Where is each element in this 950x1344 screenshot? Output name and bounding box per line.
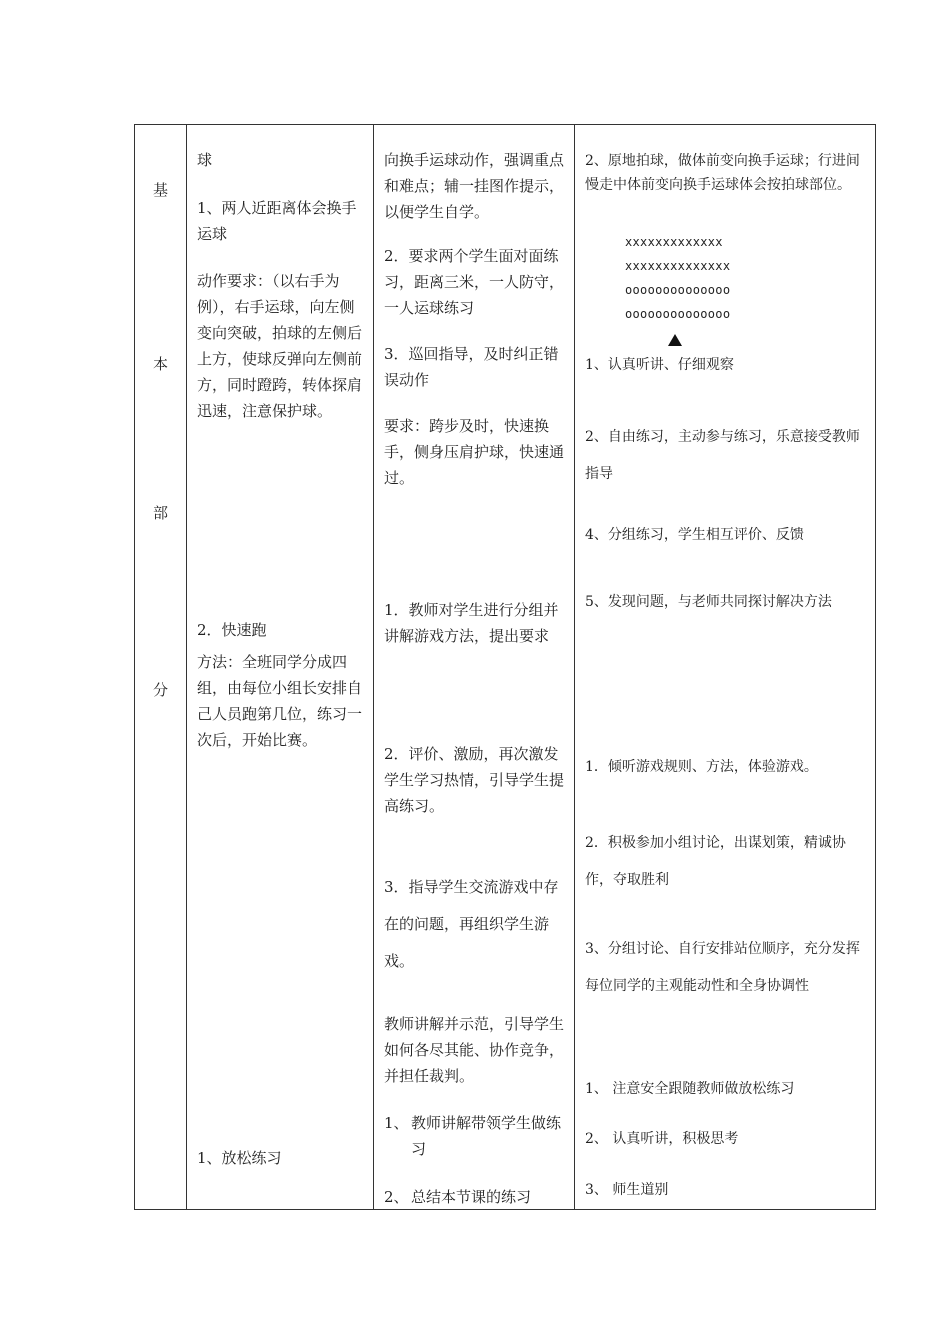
student-paragraph: 1．倾听游戏规则、方法，体验游戏。 xyxy=(585,759,818,775)
teacher-paragraph: 2．评价、激励，再次激发学生学习热情，引导学生提高练习。 xyxy=(384,745,565,815)
section-label-char: 本 xyxy=(153,355,169,373)
teacher-paragraph: 3．指导学生交流游戏中存在的问题，再组织学生游戏。 xyxy=(384,878,559,970)
teacher-paragraph: 向换手运球动作，强调重点和难点；辅一挂图作提示，以便学生自学。 xyxy=(384,151,565,221)
student-paragraph: 2．积极参加小组讨论，出谋划策，精诚协作，夺取胜利 xyxy=(585,835,846,888)
student-paragraph: 4、分组练习，学生相互评价、反馈 xyxy=(585,527,804,543)
column-divider xyxy=(186,125,187,1209)
student-paragraph: 2、原地拍球，做体前变向换手运球；行进间慢走中体前变向换手运球体会按拍球部位。 xyxy=(585,153,860,193)
student-paragraph: 1、 注意安全跟随教师做放松练习 xyxy=(585,1081,795,1097)
student-paragraph: 3、分组讨论、自行安排站位顺序，充分发挥每位同学的主观能动性和全身协调性 xyxy=(585,941,860,994)
teacher-paragraph: 教师讲解带领学生做练习 xyxy=(411,1114,562,1158)
column-divider xyxy=(373,125,374,1209)
formation-row: oooooooooooooo xyxy=(625,307,731,321)
teacher-paragraph: 要求：跨步及时，快速换手，侧身压肩护球，快速通过。 xyxy=(384,417,565,487)
section-label-char: 部 xyxy=(153,504,169,522)
lesson-plan-table xyxy=(134,124,876,1210)
student-paragraph: 1、认真听讲、仔细观察 xyxy=(585,357,734,373)
content-paragraph: 球 xyxy=(197,151,213,169)
section-label-char: 基 xyxy=(153,181,169,199)
teacher-paragraph: 总结本节课的练习 xyxy=(411,1188,532,1206)
student-paragraph: 5、发现问题，与老师共同探讨解决方法 xyxy=(585,594,832,610)
teacher-paragraph: 1．教师对学生进行分组并讲解游戏方法，提出要求 xyxy=(384,601,559,645)
teacher-paragraph: 3．巡回指导，及时纠正错误动作 xyxy=(384,345,559,389)
teacher-paragraph: 教师讲解并示范，引导学生如何各尽其能、协作竞争，并担任裁判。 xyxy=(384,1015,565,1085)
formation-row: xxxxxxxxxxxxx xyxy=(625,235,723,249)
teacher-list-number: 1、 xyxy=(384,1114,409,1132)
content-paragraph: 1、两人近距离体会换手运球 xyxy=(197,199,357,243)
content-paragraph: 2．快速跑 xyxy=(197,621,267,639)
content-paragraph: 1、放松练习 xyxy=(197,1149,282,1167)
teacher-position-triangle-icon xyxy=(668,334,682,346)
content-paragraph: 方法：全班同学分成四组，由每位小组长安排自己人员跑第几位，练习一次后，开始比赛。 xyxy=(197,653,363,749)
student-paragraph: 2、自由练习，主动参与练习，乐意接受教师指导 xyxy=(585,429,860,482)
formation-row: oooooooooooooo xyxy=(625,283,731,297)
student-paragraph: 3、 师生道别 xyxy=(585,1182,669,1198)
formation-row: xxxxxxxxxxxxxx xyxy=(625,259,731,273)
column-divider xyxy=(574,125,575,1209)
student-paragraph: 2、 认真听讲，积极思考 xyxy=(585,1131,739,1147)
teacher-list-number: 2、 xyxy=(384,1188,409,1206)
section-label-char: 分 xyxy=(153,681,169,699)
teacher-paragraph: 2．要求两个学生面对面练习，距离三米，一人防守，一人运球练习 xyxy=(384,247,565,317)
formation-diagram xyxy=(625,230,730,326)
content-paragraph: 动作要求：（以右手为例），右手运球，向左侧变向突破，拍球的左侧后上方，使球反弹向左侧前方，同时蹬跨，转体探肩迅速，注意保护球。 xyxy=(197,272,363,420)
